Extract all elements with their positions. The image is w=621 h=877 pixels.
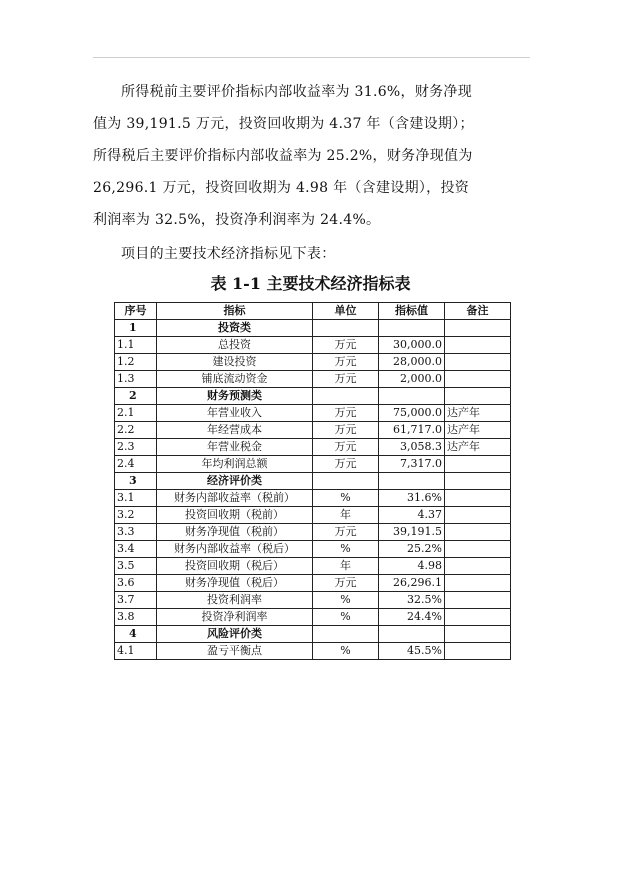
row-value: 7,317.0 bbox=[379, 456, 445, 473]
row-value: 3,058.3 bbox=[379, 439, 445, 456]
row-indicator: 年营业税金 bbox=[157, 439, 313, 456]
row-value: 45.5% bbox=[379, 643, 445, 660]
table-row bbox=[115, 609, 511, 626]
table-row bbox=[115, 456, 511, 473]
row-indicator: 财务内部收益率（税后） bbox=[157, 541, 313, 558]
evaluation-summary-paragraph bbox=[93, 76, 530, 236]
row-number: 1 bbox=[115, 320, 157, 337]
table-row bbox=[115, 422, 511, 439]
row-unit: 万元 bbox=[313, 575, 379, 592]
table-row bbox=[115, 592, 511, 609]
row-unit: % bbox=[313, 541, 379, 558]
row-unit: 万元 bbox=[313, 405, 379, 422]
table-row bbox=[115, 371, 511, 388]
row-value: 25.2% bbox=[379, 541, 445, 558]
row-number: 3.1 bbox=[115, 490, 157, 507]
row-unit bbox=[313, 388, 379, 405]
row-indicator: 财务净现值（税前） bbox=[157, 524, 313, 541]
row-number: 2.4 bbox=[115, 456, 157, 473]
row-value: 75,000.0 bbox=[379, 405, 445, 422]
paragraph-line: 所得税后主要评价指标内部收益率为 25.2%，财务净现值为 bbox=[93, 148, 473, 164]
row-unit bbox=[313, 320, 379, 337]
row-indicator: 投资回收期（税前） bbox=[157, 507, 313, 524]
row-number: 1.3 bbox=[115, 371, 157, 388]
table-row bbox=[115, 524, 511, 541]
row-note bbox=[445, 354, 511, 371]
row-indicator: 总投资 bbox=[157, 337, 313, 354]
row-note bbox=[445, 320, 511, 337]
row-indicator: 投资回收期（税后） bbox=[157, 558, 313, 575]
row-number: 3.3 bbox=[115, 524, 157, 541]
row-number: 2 bbox=[115, 388, 157, 405]
header-value: 指标值 bbox=[379, 303, 445, 320]
row-value: 39,191.5 bbox=[379, 524, 445, 541]
row-note bbox=[445, 541, 511, 558]
row-number: 3.2 bbox=[115, 507, 157, 524]
table-row bbox=[115, 541, 511, 558]
row-note bbox=[445, 575, 511, 592]
row-number: 2.3 bbox=[115, 439, 157, 456]
row-number: 3.8 bbox=[115, 609, 157, 626]
row-number: 2.1 bbox=[115, 405, 157, 422]
row-unit: % bbox=[313, 643, 379, 660]
table-row bbox=[115, 490, 511, 507]
table-title: 表 1-1 主要技术经济指标表 bbox=[210, 274, 411, 293]
row-value bbox=[379, 320, 445, 337]
row-value bbox=[379, 626, 445, 643]
row-indicator: 铺底流动资金 bbox=[157, 371, 313, 388]
row-indicator: 盈亏平衡点 bbox=[157, 643, 313, 660]
row-indicator: 财务净现值（税后） bbox=[157, 575, 313, 592]
row-indicator: 财务内部收益率（税前） bbox=[157, 490, 313, 507]
row-unit: % bbox=[313, 490, 379, 507]
row-value: 32.5% bbox=[379, 592, 445, 609]
row-indicator: 年营业收入 bbox=[157, 405, 313, 422]
row-note: 达产年 bbox=[445, 439, 511, 456]
row-number: 1.2 bbox=[115, 354, 157, 371]
row-note: 达产年 bbox=[445, 422, 511, 439]
row-indicator: 年经营成本 bbox=[157, 422, 313, 439]
table-row bbox=[115, 405, 511, 422]
row-number: 3.7 bbox=[115, 592, 157, 609]
row-value: 24.4% bbox=[379, 609, 445, 626]
row-note bbox=[445, 371, 511, 388]
table-intro-text: 项目的主要技术经济指标见下表： bbox=[121, 246, 336, 262]
row-note bbox=[445, 490, 511, 507]
row-value bbox=[379, 388, 445, 405]
metrics-table-body bbox=[115, 320, 511, 660]
row-value: 61,717.0 bbox=[379, 422, 445, 439]
row-indicator: 投资净利润率 bbox=[157, 609, 313, 626]
row-number: 2.2 bbox=[115, 422, 157, 439]
row-unit: 万元 bbox=[313, 456, 379, 473]
row-indicator: 财务预测类 bbox=[157, 388, 313, 405]
category-row bbox=[115, 473, 511, 490]
table-row bbox=[115, 439, 511, 456]
paragraph-line: 利润率为 32.5%，投资净利润率为 24.4%。 bbox=[93, 212, 381, 228]
row-value bbox=[379, 473, 445, 490]
row-unit: 年 bbox=[313, 507, 379, 524]
header-no: 序号 bbox=[115, 303, 157, 320]
category-row bbox=[115, 320, 511, 337]
row-unit: 年 bbox=[313, 558, 379, 575]
table-intro-paragraph bbox=[93, 238, 530, 270]
row-indicator: 投资利润率 bbox=[157, 592, 313, 609]
row-note bbox=[445, 524, 511, 541]
row-unit bbox=[313, 473, 379, 490]
row-unit: 万元 bbox=[313, 524, 379, 541]
row-value: 30,000.0 bbox=[379, 337, 445, 354]
row-note bbox=[445, 626, 511, 643]
row-number: 4.1 bbox=[115, 643, 157, 660]
row-note bbox=[445, 609, 511, 626]
row-note bbox=[445, 507, 511, 524]
category-row bbox=[115, 626, 511, 643]
category-row bbox=[115, 388, 511, 405]
row-number: 3 bbox=[115, 473, 157, 490]
row-indicator: 风险评价类 bbox=[157, 626, 313, 643]
row-indicator: 建设投资 bbox=[157, 354, 313, 371]
paragraph-line: 值为 39,191.5 万元，投资回收期为 4.37 年（含建设期）； bbox=[93, 116, 474, 132]
header-indicator: 指标 bbox=[157, 303, 313, 320]
table-row bbox=[115, 643, 511, 660]
row-number: 4 bbox=[115, 626, 157, 643]
row-note bbox=[445, 337, 511, 354]
row-note bbox=[445, 592, 511, 609]
row-indicator: 经济评价类 bbox=[157, 473, 313, 490]
table-row bbox=[115, 558, 511, 575]
row-value: 31.6% bbox=[379, 490, 445, 507]
header-unit: 单位 bbox=[313, 303, 379, 320]
row-indicator: 年均利润总额 bbox=[157, 456, 313, 473]
row-value: 28,000.0 bbox=[379, 354, 445, 371]
row-value: 4.37 bbox=[379, 507, 445, 524]
row-note bbox=[445, 473, 511, 490]
table-row bbox=[115, 337, 511, 354]
row-unit: 万元 bbox=[313, 337, 379, 354]
row-note bbox=[445, 643, 511, 660]
paragraph-line: 26,296.1 万元，投资回收期为 4.98 年（含建设期），投资 bbox=[93, 180, 470, 196]
row-note: 达产年 bbox=[445, 405, 511, 422]
row-number: 3.5 bbox=[115, 558, 157, 575]
row-number: 3.4 bbox=[115, 541, 157, 558]
row-unit: % bbox=[313, 592, 379, 609]
row-indicator: 投资类 bbox=[157, 320, 313, 337]
table-row bbox=[115, 354, 511, 371]
metrics-table bbox=[114, 302, 511, 660]
row-unit bbox=[313, 626, 379, 643]
row-unit: 万元 bbox=[313, 371, 379, 388]
paragraph-line: 所得税前主要评价指标内部收益率为 31.6%，财务净现 bbox=[121, 84, 473, 100]
row-note bbox=[445, 558, 511, 575]
row-number: 3.6 bbox=[115, 575, 157, 592]
table-header-row bbox=[115, 303, 511, 320]
table-row bbox=[115, 575, 511, 592]
header-rule bbox=[93, 57, 530, 58]
row-number: 1.1 bbox=[115, 337, 157, 354]
row-value: 26,296.1 bbox=[379, 575, 445, 592]
row-unit: 万元 bbox=[313, 354, 379, 371]
row-unit: % bbox=[313, 609, 379, 626]
row-note bbox=[445, 456, 511, 473]
table-row bbox=[115, 507, 511, 524]
header-note: 备注 bbox=[445, 303, 511, 320]
row-unit: 万元 bbox=[313, 422, 379, 439]
row-value: 4.98 bbox=[379, 558, 445, 575]
row-note bbox=[445, 388, 511, 405]
row-unit: 万元 bbox=[313, 439, 379, 456]
row-value: 2,000.0 bbox=[379, 371, 445, 388]
